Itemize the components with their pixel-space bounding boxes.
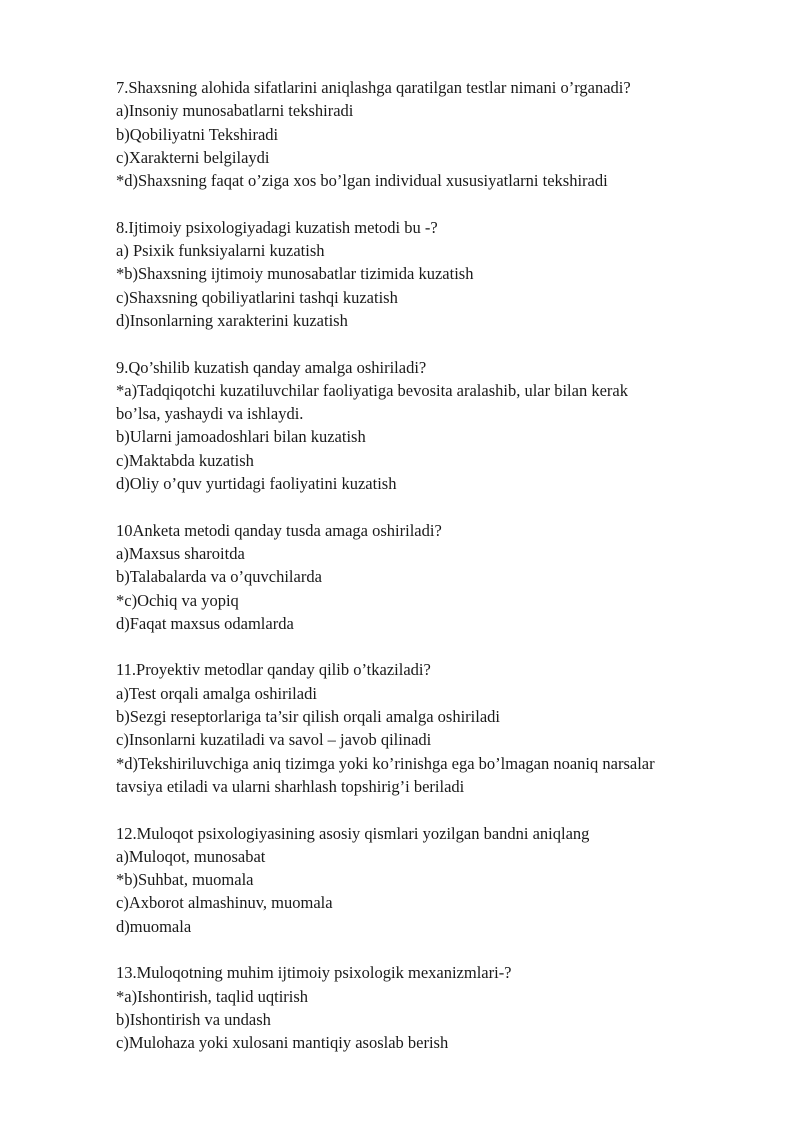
answer-option: b)Ularni jamoadoshlari bilan kuzatish — [116, 427, 366, 447]
answer-option-correct: *a)Ishontirish, taqlid uqtirish — [116, 986, 309, 1006]
answer-option: d)Oliy o’quv yurtidagi faoliyatini kuzatish — [116, 474, 397, 494]
question-block-11 — [116, 658, 756, 798]
question-block-10 — [116, 519, 756, 635]
answer-option: b)Qobiliyatni Tekshiradi — [116, 124, 279, 144]
document-page — [116, 76, 756, 1078]
question-block-13 — [116, 961, 756, 1054]
answer-option: c)Axborot almashinuv, muomala — [116, 893, 333, 913]
question-text: 8.Ijtimoiy psixologiyadagi kuzatish metodi bu -? — [116, 217, 438, 237]
answer-option-correct: *d)Tekshiriluvchiga aniq tizimga yoki ko’rinishga ega bo’lmagan noaniq narsalar — [116, 753, 655, 773]
answer-option-correct: *c)Ochiq va yopiq — [116, 590, 239, 610]
answer-option-continuation: tavsiya etiladi va ularni sharhlash topshirig’i beriladi — [116, 776, 465, 796]
answer-option-correct: *d)Shaxsning faqat o’ziga xos bo’lgan individual xususiyatlarni tekshiradi — [116, 171, 608, 191]
answer-option: c)Shaxsning qobiliyatlarini tashqi kuzatish — [116, 287, 398, 307]
answer-option: d)Insonlarning xarakterini kuzatish — [116, 310, 348, 330]
question-block-12 — [116, 822, 756, 938]
question-text: 11.Proyektiv metodlar qanday qilib o’tkaziladi? — [116, 660, 431, 680]
answer-option: b)Ishontirish va undash — [116, 1009, 271, 1029]
question-text: 9.Qo’shilib kuzatish qanday amalga oshiriladi? — [116, 357, 427, 377]
question-text: 7.Shaxsning alohida sifatlarini aniqlashga qaratilgan testlar nimani o’rganadi? — [116, 78, 631, 97]
answer-option: b)Talabalarda va o’quvchilarda — [116, 567, 322, 587]
question-text: 12.Muloqot psixologiyasining asosiy qismlari yozilgan bandni aniqlang — [116, 823, 590, 843]
answer-option: a) Psixik funksiyalarni kuzatish — [116, 241, 325, 261]
answer-option: d)muomala — [116, 916, 192, 936]
answer-option-correct: *a)Tadqiqotchi kuzatiluvchilar faoliyatiga bevosita aralashib, ular bilan kerak — [116, 380, 628, 400]
answer-option-continuation: bo’lsa, yashaydi va ishlaydi. — [116, 404, 304, 424]
answer-option: a)Test orqali amalga oshiriladi — [116, 683, 317, 703]
answer-option: c)Maktabda kuzatish — [116, 450, 254, 470]
answer-option: b)Sezgi reseptorlariga ta’sir qilish orqali amalga oshiriladi — [116, 707, 500, 727]
answer-option: c)Xarakterni belgilaydi — [116, 147, 270, 167]
answer-option: a)Muloqot, munosabat — [116, 846, 266, 866]
question-block-8 — [116, 216, 756, 332]
answer-option: a)Maxsus sharoitda — [116, 543, 245, 563]
question-block-7 — [116, 76, 756, 192]
answer-option: d)Faqat maxsus odamlarda — [116, 613, 294, 633]
answer-option-correct: *b)Suhbat, muomala — [116, 870, 254, 890]
answer-option-correct: *b)Shaxsning ijtimoiy munosabatlar tizimida kuzatish — [116, 264, 474, 284]
answer-option: c)Insonlarni kuzatiladi va savol – javob qilinadi — [116, 730, 432, 750]
answer-option: c)Mulohaza yoki xulosani mantiqiy asoslab berish — [116, 1033, 449, 1053]
question-block-9 — [116, 356, 756, 496]
question-text: 10Anketa metodi qanday tusda amaga oshiriladi? — [116, 520, 442, 540]
question-text: 13.Muloqotning muhim ijtimoiy psixologik mexanizmlari-? — [116, 963, 512, 983]
answer-option: a)Insoniy munosabatlarni tekshiradi — [116, 101, 354, 121]
